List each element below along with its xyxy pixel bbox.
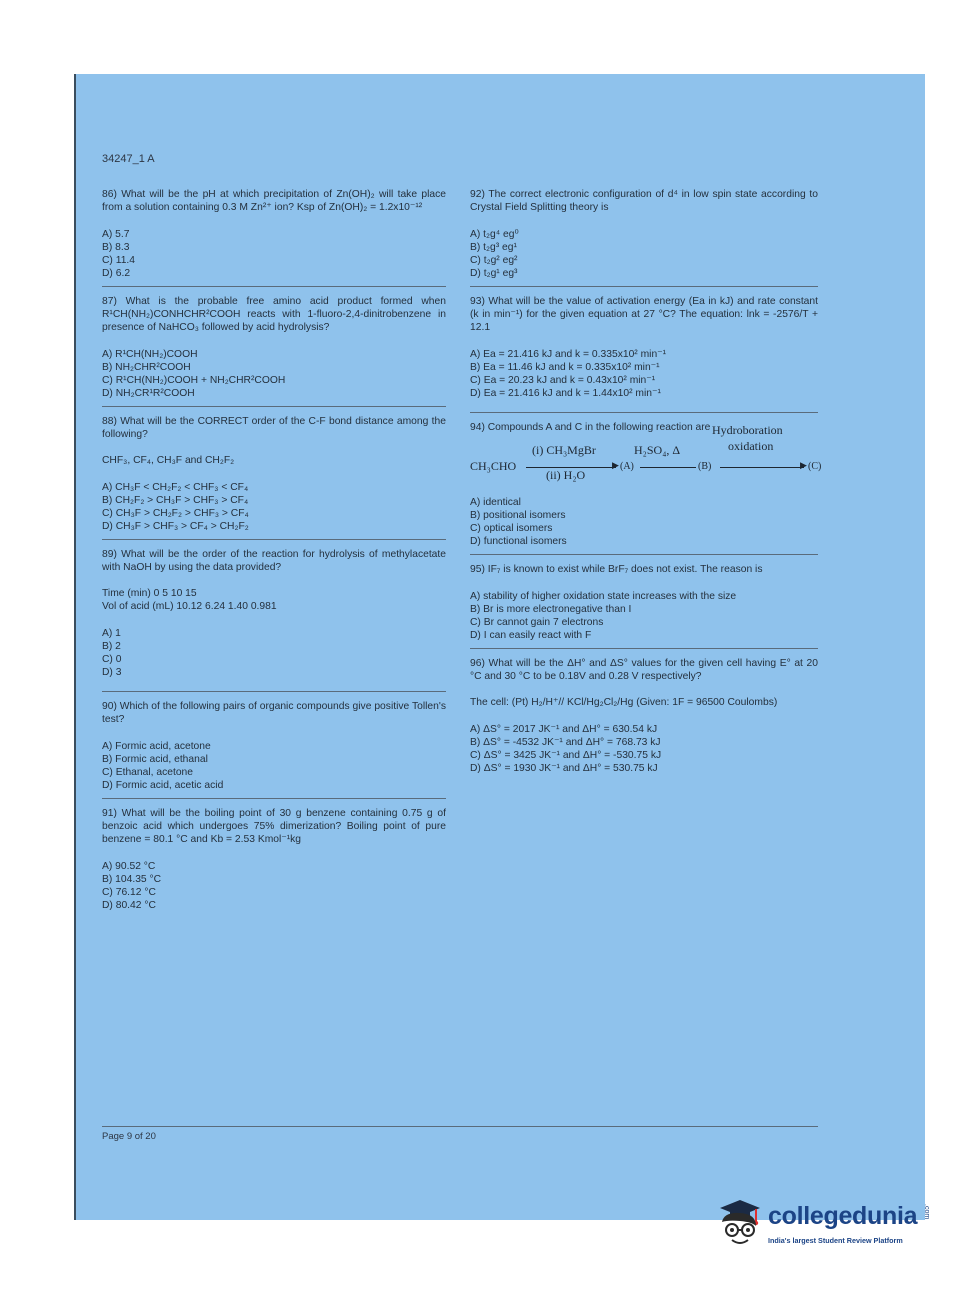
option-list [102,481,446,533]
option-list [102,348,446,400]
option-c: C) 0 [102,654,122,665]
option-d: D) t₂g¹ eg³ [470,268,518,279]
option-d: D) functional isomers [470,536,567,547]
question-stem: 92) The correct electronic configuration of d⁴ in low spin state according to Crystal Field Splitting theory is [470,189,818,213]
option-c: C) CH₃F > CH₂F₂ > CHF₃ > CF₄ [102,508,249,519]
question-92 [470,188,818,280]
option-d: D) 80.42 °C [102,900,156,911]
intermediate-a: (A) [620,461,634,472]
option-a: A) t₂g⁴ eg⁰ [470,229,519,240]
question-stem: 94) Compounds A and C in the following reaction are [470,422,711,433]
document-id: 34247_1 A [102,153,155,165]
divider [102,286,446,287]
page-number: Page 9 of 20 [102,1131,156,1142]
option-c: C) optical isomers [470,523,553,534]
question-86 [102,188,446,280]
option-list [470,496,818,548]
question-96 [470,657,818,775]
arrow-3-head: ▶ [800,460,807,470]
option-list [102,228,446,280]
option-a: A) stability of higher oxidation state increases with the size [470,591,737,602]
cell-notation: The cell: (Pt) H₂/H⁺// KCl/Hg₂Cl₂/Hg (Given: 1F = 96500 Coulombs) [470,697,778,708]
time-data: Time (min) 0 5 10 15 [102,588,197,599]
option-d: D) I can easily react with F [470,630,592,641]
option-d: D) 3 [102,667,122,678]
option-c: C) R¹CH(NH₂)COOH + NH₂CHR²COOH [102,375,286,386]
question-stem: 86) What will be the pH at which precipitation of Zn(OH)₂ will take place from a solution containing 0.3 M Zn²⁺ ion? Ksp of Zn(OH)₂ = 1.2x10⁻¹² [102,189,446,213]
reactant: CH₃CHO [470,459,517,473]
option-b: B) positional isomers [470,510,566,521]
question-stem: 89) What will be the order of the reaction for hydrolysis of methylacetate with NaOH by using the data provided? [102,549,446,573]
option-b: B) 2 [102,641,121,652]
option-list [470,348,818,400]
footer-divider [102,1126,818,1127]
option-a: A) 90.52 °C [102,861,156,872]
option-b: B) 8.3 [102,242,130,253]
option-d: D) Formic acid, acetic acid [102,780,224,791]
option-c: C) Br cannot gain 7 electrons [470,617,604,628]
question-87 [102,295,446,400]
question-93 [470,295,818,400]
question-89 [102,548,446,679]
question-stem: 95) IF₇ is known to exist while BrF₇ does not exist. The reason is [470,564,763,575]
collegedunia-logo [712,1194,942,1256]
question-stem: 87) What is the probable free amino acid product formed when R¹CH(NH₂)CONHCHR²COOH reacts with 1-fluoro-2,4-dinitrobenzene in presence of NaHCO₃ followed by acid hydrolysis? [102,296,446,333]
question-94 [470,421,822,548]
divider [470,286,818,287]
option-d: D) NH₂CR¹R²COOH [102,388,195,399]
brand-name: collegedunia [768,1202,918,1230]
arrow-2 [640,467,696,468]
option-d: D) Ea = 21.416 kJ and k = 1.44x10² min⁻¹ [470,388,661,399]
brand-tagline: India's largest Student Review Platform [768,1236,903,1245]
question-stem: 93) What will be the value of activation energy (Ea in kJ) and rate constant (k in min⁻¹) for the given equation at 27 °C? The equation: lnk = -2576/T + 12.1 [470,296,818,333]
product-c: (C) [808,461,822,472]
option-a: A) 5.7 [102,229,130,240]
option-a: A) Formic acid, acetone [102,741,211,752]
option-a: A) Ea = 21.416 kJ and k = 0.335x10² min⁻¹ [470,349,667,360]
option-c: C) Ethanal, acetone [102,767,194,778]
option-d: D) CH₃F > CHF₃ > CF₄ > CH₂F₂ [102,521,249,532]
volume-data: Vol of acid (mL) 10.12 6.24 1.40 0.981 [102,601,277,612]
reagent-step-2: H₂SO₄, Δ [634,443,681,457]
question-stem: 90) Which of the following pairs of organic compounds give positive Tollen's test? [102,701,446,725]
right-column [470,188,822,775]
option-list [470,723,818,775]
option-list [470,590,818,642]
brand-domain: .com [923,1204,930,1220]
option-a: A) 1 [102,628,121,639]
option-d: D) 6.2 [102,268,131,279]
option-b: B) Br is more electronegative than I [470,604,632,615]
divider [470,412,818,413]
option-c: C) ΔS° = 3425 JK⁻¹ and ΔH° = -530.75 kJ [470,750,662,761]
question-91 [102,807,446,912]
divider [470,554,818,555]
option-b: B) Formic acid, ethanal [102,754,208,765]
option-a: A) R¹CH(NH₂)COOH [102,349,198,360]
option-c: C) 11.4 [102,255,136,266]
arrow-1-head: ▶ [612,460,619,470]
option-a: A) ΔS° = 2017 JK⁻¹ and ΔH° = 630.54 kJ [470,724,658,735]
option-list [102,627,446,679]
option-list [102,860,446,912]
option-d: D) ΔS° = 1930 JK⁻¹ and ΔH° = 530.75 kJ [470,763,658,774]
option-a: A) CH₃F < CH₂F₂ < CHF₃ < CF₄ [102,482,249,493]
question-stem: 88) What will be the CORRECT order of the C-F bond distance among the following? [102,416,446,440]
question-data: CHF₃, CF₄, CH₃F and CH₂F₂ [102,455,235,466]
option-list [470,228,818,280]
divider [102,406,446,407]
question-stem: 96) What will be the ΔH° and ΔS° values for the given cell having E° at 20 °C and 30 °C to be 0.18V and 0.28 V respectively? [470,658,818,682]
reagent-step-3-line2: oxidation [728,439,774,453]
option-b: B) CH₂F₂ > CH₃F > CHF₃ > CF₄ [102,495,249,506]
option-b: B) Ea = 11.46 kJ and k = 0.335x10² min⁻¹ [470,362,660,373]
question-stem: 91) What will be the boiling point of 30 g benzene containing 0.75 g of benzoic acid which undergoes 75% dimerization? Boiling point of pure benzene = 80.1 °C and Kb = 2.53 Kmol⁻¹kg [102,808,446,845]
option-c: C) 76.12 °C [102,887,156,898]
intermediate-b: (B) [698,461,712,472]
divider [470,648,818,649]
option-a: A) identical [470,497,521,508]
arrow-3 [720,467,804,468]
reagent-step-1: (i) CH₃MgBr [532,443,596,457]
question-90 [102,700,446,792]
question-95 [470,563,818,642]
divider [102,539,446,540]
option-list [102,740,446,792]
divider [102,798,446,799]
divider [102,691,446,692]
option-b: B) t₂g³ eg¹ [470,242,517,253]
mascot-icon [712,1196,764,1248]
left-column [102,188,446,912]
question-88 [102,415,446,533]
option-b: B) NH₂CHR²COOH [102,362,191,373]
option-b: B) ΔS° = -4532 JK⁻¹ and ΔH° = 768.73 kJ [470,737,661,748]
reagent-step-3-line1: Hydroboration [712,423,783,437]
reagent-step-1b: (ii) H₂O [546,468,586,482]
option-c: C) Ea = 20.23 kJ and k = 0.43x10² min⁻¹ [470,375,656,386]
option-c: C) t₂g² eg² [470,255,518,266]
option-b: B) 104.35 °C [102,874,162,885]
